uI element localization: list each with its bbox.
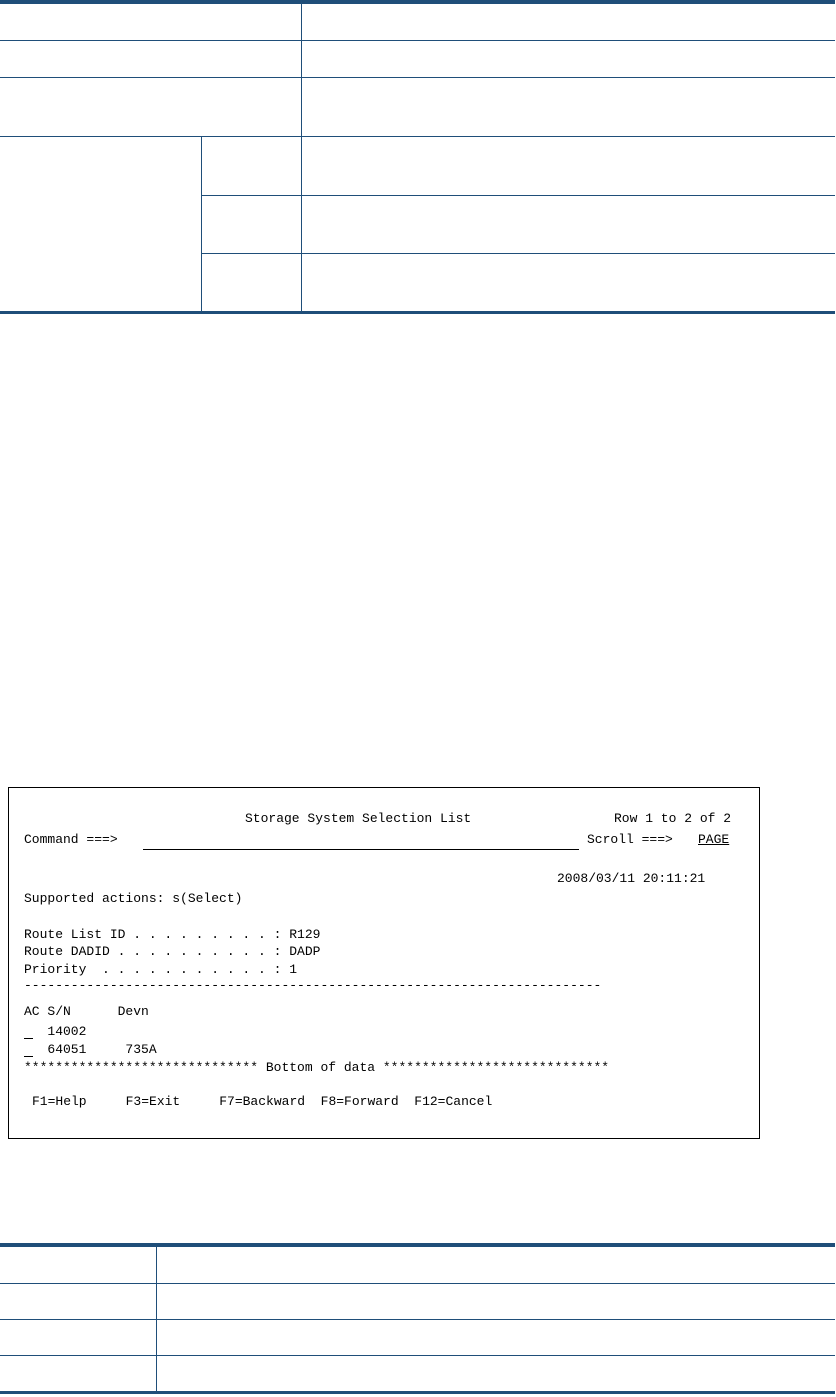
table-cell	[301, 78, 835, 137]
table-cell	[301, 254, 835, 313]
table-row	[0, 137, 835, 196]
table-cell	[0, 78, 301, 137]
function-keys: F1=Help F3=Exit F7=Backward F8=Forward F12=Cancel	[32, 1094, 493, 1109]
table-cell	[156, 1284, 835, 1320]
table-cell	[301, 2, 835, 41]
table-cell	[0, 41, 301, 78]
table-cell	[156, 1320, 835, 1356]
table-cell	[156, 1245, 835, 1284]
table-row	[0, 78, 835, 137]
screen-title: Storage System Selection List	[245, 811, 472, 826]
table-cell	[0, 1320, 156, 1356]
table-cell	[301, 41, 835, 78]
table-cell	[156, 1356, 835, 1393]
table-header-row	[0, 2, 835, 41]
supported-actions: Supported actions: s(Select)	[24, 891, 243, 906]
priority-field: Priority . . . . . . . . . . . : 1	[24, 962, 298, 977]
table-cell	[0, 1284, 156, 1320]
table-header-row	[0, 1245, 835, 1284]
bottom-of-data-marker: ****************************** Bottom of data *****************************	[24, 1060, 610, 1075]
definition-table-bottom	[0, 1243, 835, 1394]
command-input[interactable]	[143, 849, 579, 850]
columns-header: AC S/N Devn	[24, 1004, 149, 1019]
terminal-screen	[8, 787, 760, 1139]
table-cell	[0, 1245, 156, 1284]
action-code-input[interactable]	[24, 1056, 33, 1057]
table-row	[0, 1284, 835, 1320]
table-cell	[0, 1356, 156, 1393]
route-dadid-field: Route DADID . . . . . . . . . . : DADP	[24, 944, 321, 959]
row-indicator: Row 1 to 2 of 2	[614, 811, 732, 826]
table-row	[0, 1356, 835, 1393]
separator-line: --------------------------------------------------------------------------	[24, 978, 602, 993]
table-row	[0, 1320, 835, 1356]
scroll-label: Scroll ===>	[587, 832, 673, 847]
command-label: Command ===>	[24, 832, 118, 847]
table-cell	[301, 137, 835, 196]
table-cell	[301, 196, 835, 254]
timestamp: 2008/03/11 20:11:21	[557, 871, 706, 886]
table-cell	[201, 137, 301, 196]
table-row	[0, 41, 835, 78]
table-cell	[201, 254, 301, 313]
route-list-id-field: Route List ID . . . . . . . . . : R129	[24, 927, 321, 942]
table-cell	[201, 196, 301, 254]
action-code-input[interactable]	[24, 1038, 33, 1039]
list-row: 64051 735A	[24, 1042, 157, 1057]
table-cell	[0, 137, 201, 313]
table-cell	[0, 2, 301, 41]
list-row: 14002	[24, 1024, 87, 1039]
scroll-input[interactable]: PAGE	[698, 832, 730, 847]
definition-table-top	[0, 0, 835, 314]
